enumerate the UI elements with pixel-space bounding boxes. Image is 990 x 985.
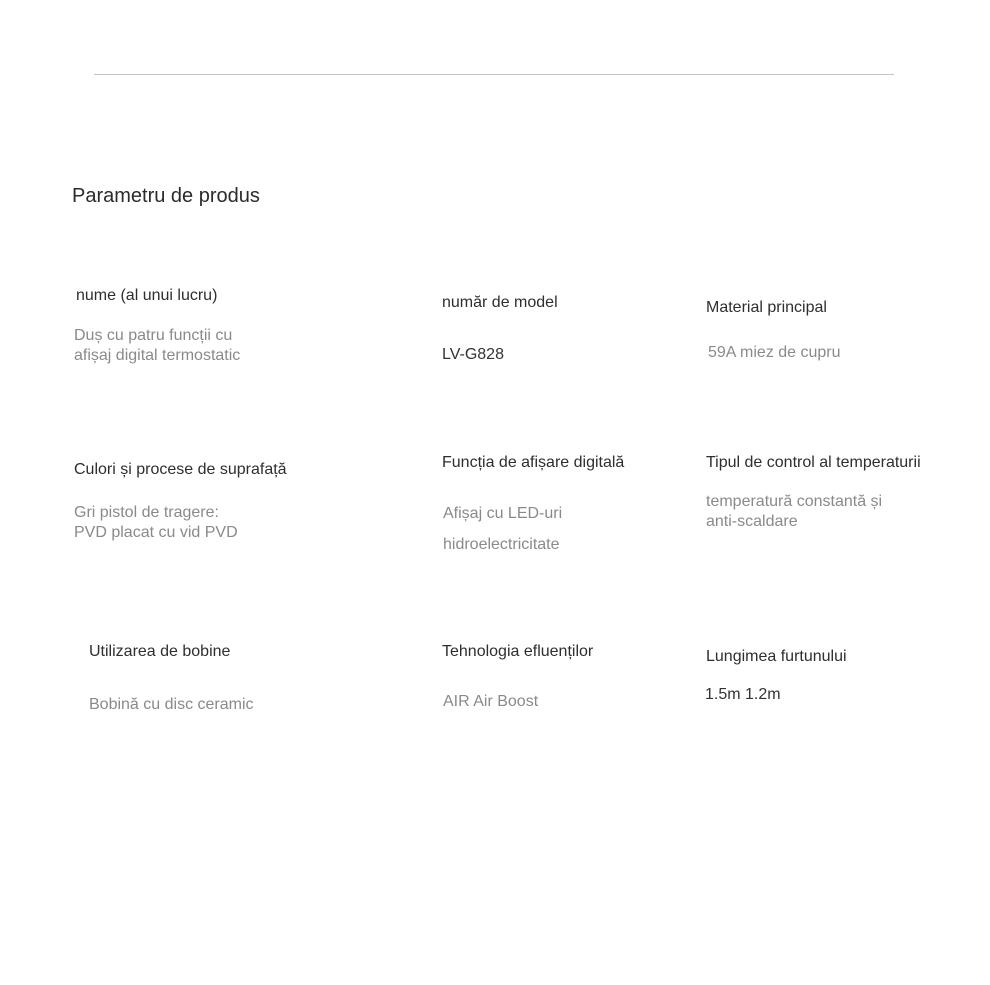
param-value-line: AIR Air Boost [443,693,539,710]
param-hose-length-value [705,685,781,705]
param-name-value [74,326,240,366]
param-model-number [442,293,558,313]
param-label: Culori și procese de suprafață [74,461,287,478]
param-label: Lungimea furtunului [706,648,847,665]
param-value-line: Afișaj cu LED-uri [443,505,563,522]
param-main-material-value [708,343,841,363]
param-name [76,286,217,306]
param-label: Material principal [706,299,827,316]
param-temperature-control-value [706,492,882,532]
param-value-line: anti-scaldare [706,513,798,530]
param-label: Funcția de afișare digitală [442,454,625,471]
param-hose-length [706,647,847,667]
param-digital-display-value [443,498,562,560]
param-cartridge [89,642,230,662]
param-label: Tehnologia efluenților [442,643,594,660]
param-value-line: Gri pistol de tragere: [74,504,219,521]
param-temperature-control [706,453,921,473]
param-colors-value [74,503,238,543]
param-label: număr de model [442,294,558,311]
param-colors [74,460,287,480]
top-divider [94,74,894,75]
param-label: nume (al unui lucru) [76,287,218,304]
param-value-line: PVD placat cu vid PVD [74,524,238,541]
param-value-line: Duș cu patru funcții cu [74,327,233,344]
param-cartridge-value [89,695,254,715]
param-value-line: LV-G828 [442,346,504,363]
param-value-line: temperatură constantă și [706,493,883,510]
param-value-line: hidroelectricitate [443,536,560,553]
param-digital-display [442,453,624,473]
param-main-material [706,298,827,318]
param-value-line: 59A miez de cupru [708,344,841,361]
param-effluent-technology [442,642,593,662]
param-effluent-technology-value [443,692,538,712]
param-model-number-value [442,345,504,365]
param-label: Utilizarea de bobine [89,643,231,660]
param-value-line: 1.5m 1.2m [705,686,781,703]
section-title: Parametru de produs [72,185,260,207]
param-label: Tipul de control al temperaturii [706,454,921,471]
param-value-line: Bobină cu disc ceramic [89,696,254,713]
param-value-line: afișaj digital termostatic [74,347,241,364]
